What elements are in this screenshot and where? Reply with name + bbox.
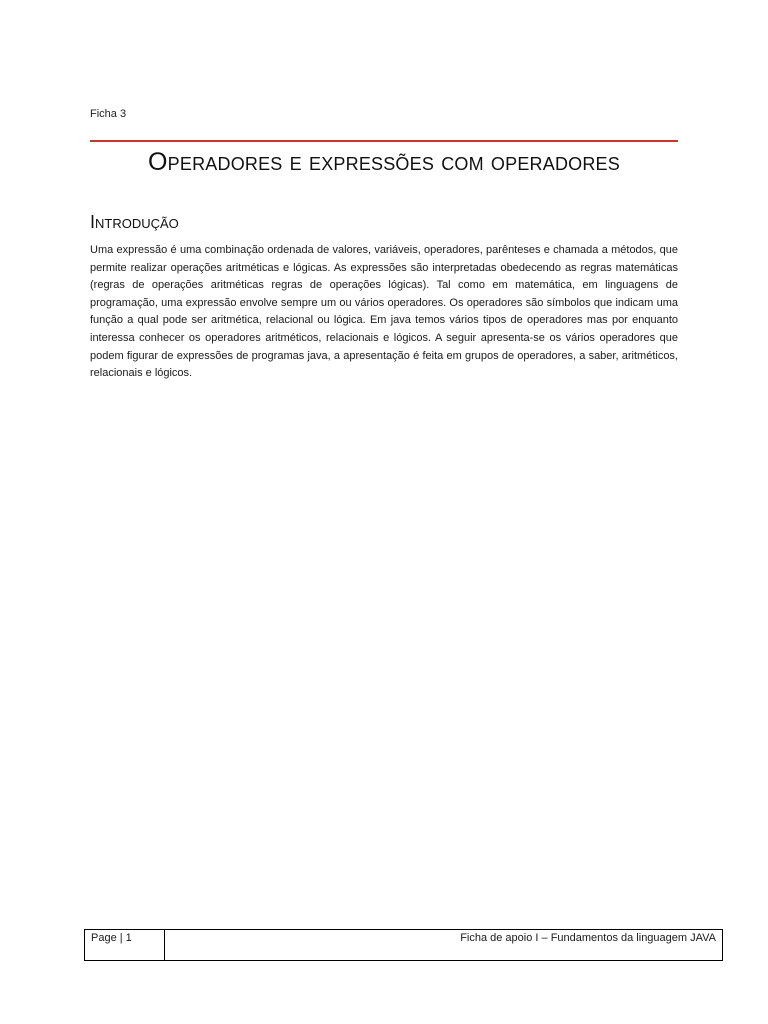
document-title: Operadores e expressões com operadores: [148, 148, 620, 176]
page-footer: [84, 929, 723, 961]
section-heading: Introdução: [90, 212, 179, 232]
header-label: Ficha 3: [90, 108, 127, 120]
body-paragraph: Uma expressão é uma combinação ordenada de valores, variáveis, operadores, parênteses e chamada a métodos, que permite realizar operações aritméticas e lógicas. As expressões são interpretadas obedecendo as regras matemáticas (regras de operações aritméticas regras de operações lógicas). Tal como em matemática, em linguagens de programação, uma expressão envolve sempre um ou vários operadores. Os operadores são símbolos que indicam uma função a qual pode ser aritmética, relacional ou lógica. Em java temos vários tipos de operadores mas por enquanto interessa conhecer os operadores aritméticos, relacionais e lógicos. A seguir apresenta-se os vários operadores que podem figurar de expressões de programas java, a apresentação é feita em grupos de operadores, a saber, aritméticos, relacionais e lógicos.: [90, 244, 678, 380]
footer-document-name: Ficha de apoio I – Fundamentos da linguagem JAVA: [460, 932, 716, 944]
footer-page-number: Page | 1: [85, 930, 165, 960]
header-rule: [90, 140, 678, 142]
